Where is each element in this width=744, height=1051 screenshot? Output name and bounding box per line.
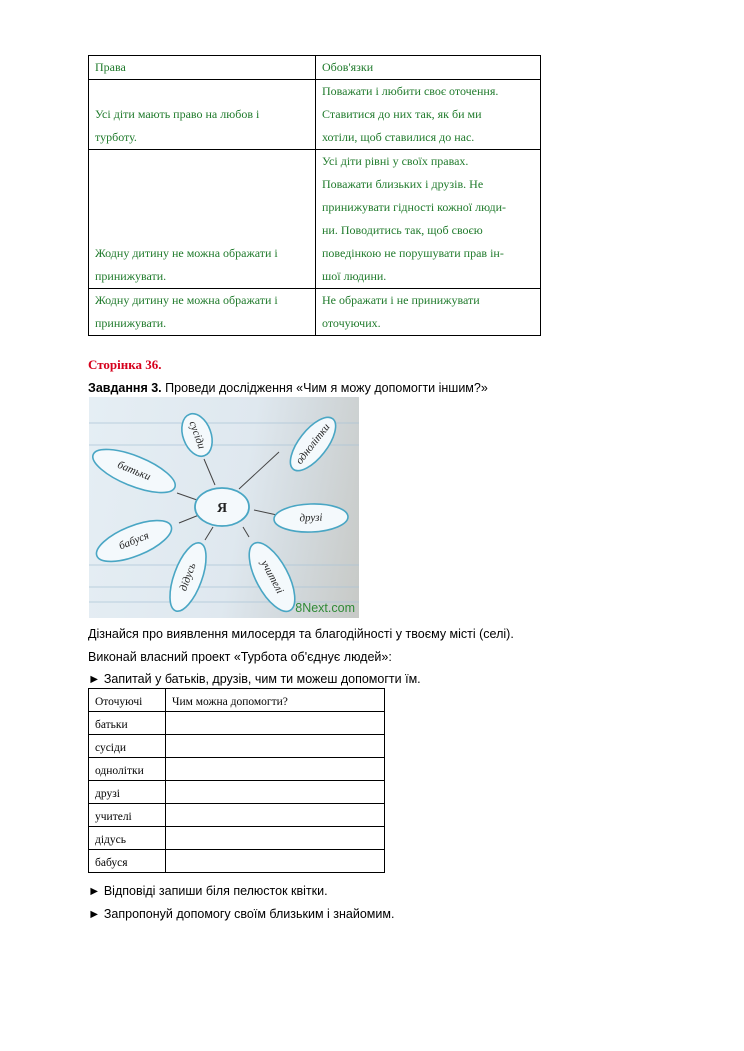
table-row	[89, 80, 541, 150]
petal-label-parents: батьки	[115, 458, 153, 484]
row-label: бабуся	[89, 850, 166, 873]
row-label: дідусь	[89, 827, 166, 850]
answer-cell[interactable]	[166, 827, 385, 850]
cell-text: Усі діти рівні у своїх правах.	[322, 154, 469, 168]
cell-text: ни. Поводитись так, щоб своєю	[322, 223, 483, 237]
cell-text: Ставитися до них так, як би ми	[322, 107, 482, 121]
row-label: друзі	[89, 781, 166, 804]
answer-cell[interactable]	[166, 735, 385, 758]
task-label: Завдання 3.	[88, 381, 162, 395]
header-surroundings: Оточуючі	[89, 689, 166, 712]
cell-text: оточуючих.	[322, 316, 381, 330]
task-line	[88, 381, 488, 395]
petal-label-grandpa: дідусь	[177, 561, 199, 593]
row-label: сусіди	[89, 735, 166, 758]
cell-text: хотіли, щоб ставилися до нас.	[322, 130, 475, 144]
task-text: Проведи дослідження «Чим я можу допомогти іншим?»	[161, 381, 488, 395]
petal-label-friends: друзі	[299, 511, 323, 525]
cell-text: поведінкою не порушувати прав ін-	[322, 246, 504, 260]
right-cell	[89, 80, 316, 150]
helpers-table	[88, 688, 385, 873]
header-duties: Обов'язки	[316, 56, 541, 80]
table-row	[89, 289, 541, 336]
cell-text: Поважати і любити своє оточення.	[322, 84, 499, 98]
flower-diagram-image	[89, 397, 359, 618]
table-header-row	[89, 689, 385, 712]
bullet-ask-parents: ► Запитай у батьків, друзів, чим ти можеш допомогти їм.	[88, 672, 421, 686]
table-row	[89, 150, 541, 289]
answer-cell[interactable]	[166, 758, 385, 781]
bullet-offer-help: ► Запропонуй допомогу своїм близьким і знайомим.	[88, 907, 395, 921]
answer-cell[interactable]	[166, 712, 385, 735]
petal-label-peers: однолітки	[293, 421, 333, 467]
cell-text: Поважати близьких і друзів. Не	[322, 177, 484, 191]
cell-text: шої людини.	[322, 269, 387, 283]
right-cell	[89, 150, 316, 289]
duty-cell	[316, 150, 541, 289]
petal-label-grandma: бабуся	[117, 529, 151, 553]
cell-text: принижувати гідності кожної люди-	[322, 200, 506, 214]
table-header-row	[89, 56, 541, 80]
cell-text: Жодну дитину не можна ображати і	[95, 246, 278, 260]
table-row	[89, 804, 385, 827]
row-label: однолітки	[89, 758, 166, 781]
answer-cell[interactable]	[166, 804, 385, 827]
page-heading: Сторінка 36.	[88, 357, 162, 372]
paragraph-charity: Дізнайся про виявлення милосердя та благодійності у твоєму місті (селі).	[88, 627, 514, 641]
table-row	[89, 781, 385, 804]
cell-text: принижувати.	[95, 269, 167, 283]
table-row	[89, 827, 385, 850]
cell-text: Не ображати і не принижувати	[322, 293, 480, 307]
row-label: батьки	[89, 712, 166, 735]
cell-text: принижувати.	[95, 316, 167, 330]
bullet-write-answers: ► Відповіді запиши біля пелюсток квітки.	[88, 884, 328, 898]
header-how-to-help: Чим можна допомогти?	[166, 689, 385, 712]
answer-cell[interactable]	[166, 850, 385, 873]
table-row	[89, 735, 385, 758]
right-cell	[89, 289, 316, 336]
petal-label-teachers: учителі	[258, 558, 286, 596]
table-row	[89, 712, 385, 735]
center-label: Я	[216, 501, 228, 516]
rights-duties-table	[88, 55, 541, 336]
cell-text: Усі діти мають право на любов і	[95, 107, 260, 121]
header-rights: Права	[89, 56, 316, 80]
table-row	[89, 850, 385, 873]
row-label: учителі	[89, 804, 166, 827]
duty-cell	[316, 289, 541, 336]
watermark-text: 8Next.com	[295, 601, 355, 615]
cell-text: Жодну дитину не можна ображати і	[95, 293, 278, 307]
petal-label-neighbors: сусіди	[186, 419, 208, 451]
paragraph-project: Виконай власний проект «Турбота об'єднує людей»:	[88, 650, 392, 664]
duty-cell	[316, 80, 541, 150]
table-row	[89, 758, 385, 781]
answer-cell[interactable]	[166, 781, 385, 804]
flower-diagram-svg	[89, 397, 359, 618]
cell-text: турботу.	[95, 130, 137, 144]
